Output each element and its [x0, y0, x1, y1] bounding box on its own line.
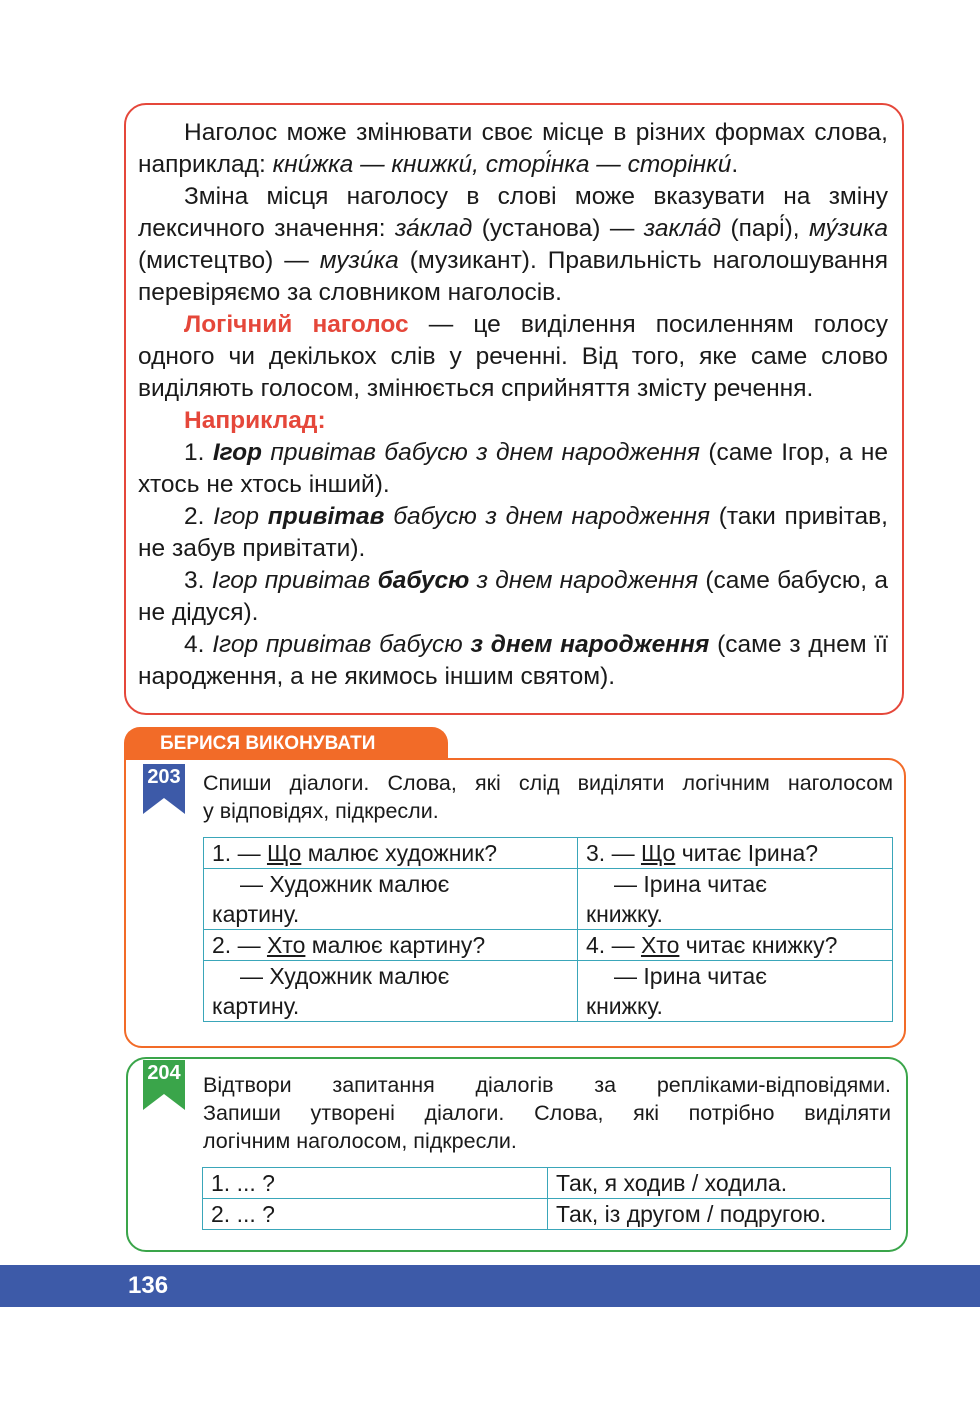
- table-row: [203, 1168, 891, 1199]
- example-1: 1. Ігор привітав бабусю з днем народження (саме Ігор, а не хтось не хтось інший).: [138, 439, 888, 498]
- table-cell: — Ірина читає книжку.: [578, 961, 893, 1022]
- table-row: [204, 930, 893, 961]
- table-cell: 1. ... ?: [203, 1168, 548, 1199]
- table-row: [204, 869, 893, 930]
- rule-paragraph-1: Наголос може змінювати своє місце в різних формах слова, наприклад: кни́жка — книжки́, сторі́нка — сторінки́.: [138, 119, 888, 178]
- example-2: 2. Ігор привітав бабусю з днем народження (таки привітав, не забув привітати).: [138, 503, 888, 562]
- rule-paragraph-3: Логічний наголос — це виділення посиленням голосу одного чи декількох слів у реченні. Від того, яке саме слово виділяють голосом, змінюється сприйняття змісту речення.: [138, 311, 888, 402]
- table-row: [203, 1199, 891, 1230]
- table-cell: 4. — Хто читає книжку?: [578, 930, 893, 961]
- task-203-instruction: Спиши діалоги. Слова, які слід виділяти логічним наголосом у відповідях, підкресли.: [203, 771, 893, 823]
- task-204-instruction: Відтвори запитання діалогів за репліками-відповідями. Запиши утворені діалоги. Слова, які потрібно виділяти логічним наголосом, підкресли.: [203, 1073, 891, 1153]
- example-label: Наприклад:: [184, 407, 326, 434]
- task-203-table: [203, 837, 893, 1022]
- table-cell: Так, із другом / подругою.: [548, 1199, 891, 1230]
- table-cell: 1. — Що малює художник?: [204, 838, 578, 869]
- table-cell: Так, я ходив / ходила.: [548, 1168, 891, 1199]
- section-tab: БЕРИСЯ ВИКОНУВАТИ: [124, 727, 448, 760]
- task-204-number: 204: [147, 1062, 181, 1084]
- table-cell: 2. — Хто малює картину?: [204, 930, 578, 961]
- task-203-number: 203: [147, 766, 181, 788]
- rule-paragraph-2: Зміна місця наголосу в слові може вказувати на зміну лексичного значення: за́клад (установа) — закла́д (парі́), му́зика (мистецтво) — музи́ка (музикант). Правильність наголошування перевіряємо за словником наголосів.: [138, 183, 889, 306]
- page-number: 136: [128, 1272, 169, 1299]
- task-204-table: [202, 1167, 891, 1230]
- table-cell: — Художник малює картину.: [204, 961, 578, 1022]
- table-cell: — Ірина читає книжку.: [578, 869, 893, 930]
- table-row: [204, 838, 893, 869]
- task-204-ribbon: [143, 1060, 185, 1110]
- term-logical-stress: Логічний наголос: [184, 311, 409, 338]
- example-4: 4. Ігор привітав бабусю з днем народження (саме з днем її народження, а не якимось іншим святом).: [138, 631, 889, 690]
- table-row: [204, 961, 893, 1022]
- example-3: 3. Ігор привітав бабусю з днем народження (саме бабусю, а не дідуся).: [138, 567, 888, 626]
- rule-text: [138, 117, 888, 693]
- table-cell: 3. — Що читає Ірина?: [578, 838, 893, 869]
- table-cell: 2. ... ?: [203, 1199, 548, 1230]
- table-cell: — Художник малює картину.: [204, 869, 578, 930]
- task-203-ribbon: [143, 764, 185, 814]
